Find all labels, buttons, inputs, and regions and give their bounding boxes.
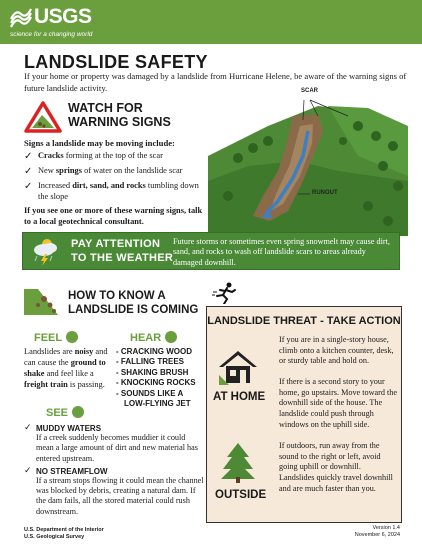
hear-list xyxy=(116,347,196,409)
list-item: ✓ New springs of water on the landslide scar xyxy=(24,165,183,177)
warning-signs-list xyxy=(24,151,199,207)
checkmark-icon: ✓ xyxy=(24,465,32,476)
outside-label: OUTSIDE xyxy=(215,489,267,501)
outside-text: If outdoors, run away from the sound to the right or left, avoid going uphill or downhill. Landslides quickly travel downhill and are much faster than you. xyxy=(279,441,393,493)
list-item: - FALLING TREES xyxy=(116,357,184,367)
at-home-label: AT HOME xyxy=(213,391,266,403)
list-item: - CRACKING WOOD xyxy=(116,347,192,356)
list-item: - SOUNDS LIKE A xyxy=(116,388,184,398)
list-item: ✓ Increased dirt, sand, and rocks tumbling down the slope xyxy=(24,180,199,201)
list-item: ✓ MUDDY WATERS If a creek suddenly becomes muddier it could mean a large amount of dirt and new material has entered upstream. xyxy=(24,423,198,463)
intro-paragraph: If your home or property was damaged by a landslide from Hurricane Helene, be aware of the warning signs of future landslide activity. xyxy=(24,71,407,93)
at-home-text-1: If you are in a single-story house, climb onto a kitchen counter, desk, or sturdy table and hold on. xyxy=(279,335,394,366)
list-item: ✓ NO STREAMFLOW If a stream stops flowing it could mean the channel was blocked by debris, creating a natural dam. If the dam fails, all the stored material could rush downstream. xyxy=(24,465,204,516)
landslide-hillside-image xyxy=(208,86,408,236)
take-action-box xyxy=(206,306,402,523)
footer-version: Version 1.4 November 6, 2024 xyxy=(354,525,400,539)
usgs-logo-text: USGS xyxy=(34,5,92,28)
checkmark-icon: ✓ xyxy=(24,165,33,177)
running-person-icon xyxy=(212,282,240,304)
scar-label: SCAR xyxy=(301,88,319,94)
runout-label: RUNOUT xyxy=(312,190,338,196)
weather-heading: PAY ATTENTION TO THE WEATHER xyxy=(71,238,174,264)
usgs-wave-logo-icon xyxy=(10,8,32,28)
consult-note: If you see one or more of these warning signs, talk to a local geotechnical consultant. xyxy=(24,206,203,226)
page-title: LANDSLIDE SAFETY xyxy=(24,52,208,72)
warning-signs-heading: WATCH FOR WARNING SIGNS xyxy=(68,101,171,130)
list-item: - KNOCKING ROCKS xyxy=(116,378,196,388)
how-to-know-heading: HOW TO KNOW A LANDSLIDE IS COMING xyxy=(68,290,199,316)
usgs-header-bar xyxy=(0,0,422,44)
feel-text: Landslides are noisy and can cause the ground to shake and feel like a freight train is passing. xyxy=(24,347,108,389)
landslide-warning-sign-icon xyxy=(24,101,62,133)
warning-signs-lead: Signs a landslide may be moving include: xyxy=(24,138,175,148)
falling-rocks-icon xyxy=(24,283,60,315)
hand-icon xyxy=(66,331,78,343)
list-item: ✓ Cracks forming at the top of the scar xyxy=(24,151,163,162)
at-home-text-2: If there is a second story to your home, go upstairs. Move toward the downhill side of the house. The landslide could push through windows on the uphill side. xyxy=(279,377,398,429)
weather-banner xyxy=(22,232,400,270)
storm-cloud-icon xyxy=(31,236,61,266)
house-icon xyxy=(219,349,257,385)
checkmark-icon: ✓ xyxy=(24,423,32,433)
see-list xyxy=(24,424,204,520)
list-item: - SHAKING BRUSH xyxy=(116,367,189,377)
landslide-illustration xyxy=(208,86,408,236)
tree-icon xyxy=(217,441,259,483)
checkmark-icon: ✓ xyxy=(24,151,33,162)
weather-text: Future storms or sometimes even spring snowmelt may cause dirt, sand, and rocks to wash off landslide scars to areas already damaged downhill. xyxy=(173,237,390,267)
see-heading: SEE xyxy=(46,406,84,419)
checkmark-icon: ✓ xyxy=(24,180,33,192)
footer-agency: U.S. Department of the Interior U.S. Geological Survey xyxy=(24,527,104,541)
usgs-tagline: science for a changing world xyxy=(10,31,93,38)
hear-heading: HEAR xyxy=(130,331,177,344)
eye-icon xyxy=(72,406,84,418)
list-item: LOW-FLYING JET xyxy=(124,398,191,408)
take-action-heading: LANDSLIDE THREAT - TAKE ACTION xyxy=(207,315,401,327)
ear-icon xyxy=(165,331,177,343)
feel-heading: FEEL xyxy=(34,331,78,344)
